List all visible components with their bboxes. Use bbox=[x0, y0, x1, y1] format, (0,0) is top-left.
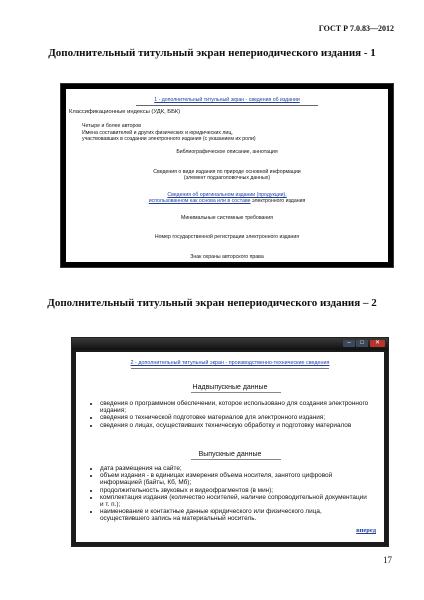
edition-kind-info bbox=[66, 169, 388, 181]
registration-number: Номер государственной регистрации электронного издания bbox=[154, 234, 300, 240]
heading-divider bbox=[131, 368, 329, 369]
original-edition-link-2[interactable]: использованном как основа или в составе bbox=[148, 198, 251, 204]
original-edition-line-2 bbox=[66, 198, 388, 204]
screen-2-window bbox=[71, 337, 389, 547]
section-title: Надвыпускные данные bbox=[192, 384, 268, 391]
page-number: 17 bbox=[383, 555, 392, 565]
figure-1-title: Дополнительный титульный экран непериодического издания - 1 bbox=[48, 47, 376, 59]
edition-kind-line-1: Сведения о виде издания по природе основной информации bbox=[153, 169, 301, 175]
list-item: • дата размещения на сайте; bbox=[100, 465, 370, 472]
original-edition-info[interactable] bbox=[66, 192, 388, 204]
list-item: • комплектация издания (количество носителей, наличие сопроводительной документации и т. п.); bbox=[100, 494, 370, 508]
section-divider bbox=[191, 392, 281, 393]
section-2-list bbox=[90, 465, 370, 523]
biblio-description: Библиографическое описание, аннотация bbox=[176, 149, 278, 155]
section-divider bbox=[191, 459, 281, 460]
standard-header: ГОСТ Р 7.0.83—2012 bbox=[318, 24, 394, 33]
original-edition-rest: электронного издания bbox=[250, 198, 306, 204]
screen-1-content bbox=[66, 89, 388, 262]
original-edition-link[interactable]: Сведения об оригинальном издании (продукции), bbox=[167, 192, 287, 198]
list-item: • сведения о технической подготовке материалов для электронного издания; bbox=[100, 414, 370, 421]
maximize-icon[interactable]: □ bbox=[356, 340, 368, 347]
window-titlebar[interactable] bbox=[72, 338, 388, 350]
section-title: Выпускные данные bbox=[198, 451, 262, 458]
list-item: • объем издания - в единицах измерения объема носителя, занятого цифровой информацией (байты, Кб, Мб); bbox=[100, 472, 370, 486]
list-item: • сведения о лицах, осуществивших техническую обработку и подготовку материалов bbox=[100, 422, 370, 429]
forward-link[interactable]: вперед bbox=[356, 527, 376, 534]
contributors-text bbox=[82, 130, 342, 142]
edition-kind-line-2: (элемент подзаголовочных данных) bbox=[183, 175, 271, 181]
copyright-sign: Знак охраны авторского права bbox=[190, 254, 264, 260]
heading-divider bbox=[136, 105, 318, 106]
classification-indexes: Классификационные индексы (УДК, ББК) bbox=[69, 109, 181, 115]
section-1-list bbox=[90, 400, 370, 429]
figure-2-title: Дополнительный титульный экран непериодического издания – 2 bbox=[47, 297, 377, 309]
list-item: • сведения о программном обеспечении, которое использовано для создания электронного издания; bbox=[100, 400, 370, 414]
screen-2-content bbox=[76, 352, 384, 542]
system-requirements: Минимальные системные требования bbox=[181, 215, 273, 221]
list-item: • продолжительность звуковых и видеофрагментов (в мин); bbox=[100, 487, 370, 494]
screen-1-heading[interactable]: 1 - дополнительный титульный экран - сведения об издании bbox=[154, 97, 300, 103]
minimize-icon[interactable]: – bbox=[343, 340, 355, 347]
contributors-line-2: участвовавших в создании электронного издания (с указанием их роли) bbox=[82, 136, 256, 142]
list-item: • наименование и контактные данные юридического или физического лица, осуществившего запись на материальный носитель. bbox=[100, 508, 370, 522]
screen-2-heading[interactable]: 2 - дополнительный титульный экран - производственно-технические сведения bbox=[130, 360, 330, 366]
screen-1 bbox=[60, 83, 394, 268]
close-icon[interactable]: ✕ bbox=[370, 340, 385, 347]
contributors-line-1: Имена составителей и других физических и юридических лиц, bbox=[82, 130, 233, 136]
authors-text: Четыре и более авторов bbox=[82, 123, 142, 129]
